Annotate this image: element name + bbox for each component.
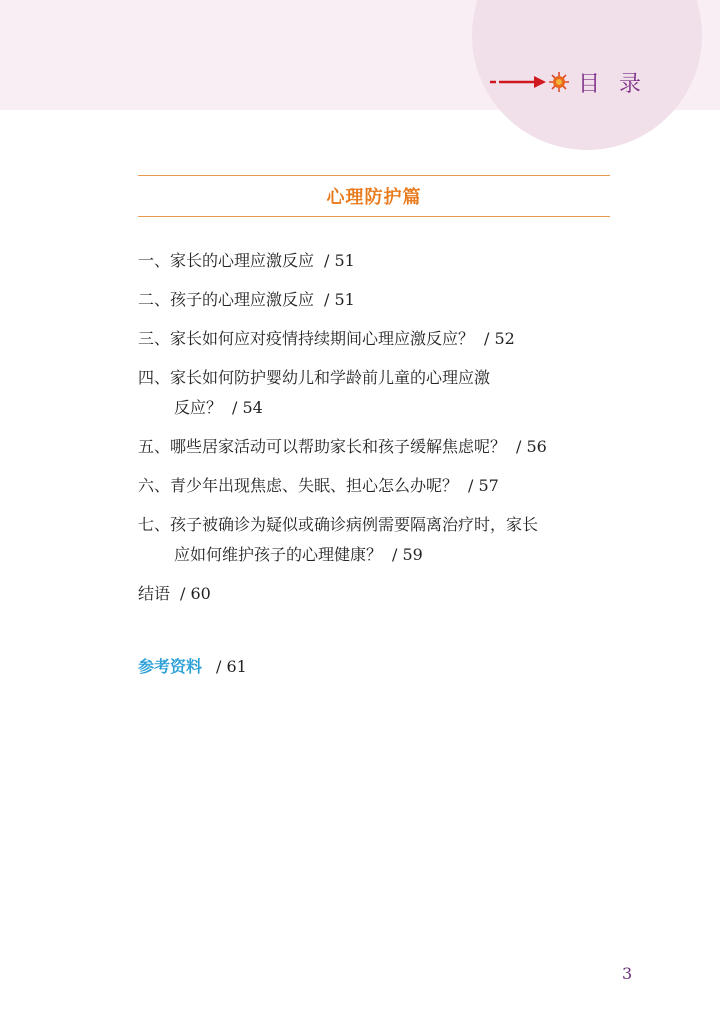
virus-icon — [548, 71, 570, 93]
toc-item[interactable] — [138, 471, 618, 501]
toc-item-text: 一、家长的心理应激反应 — [138, 251, 315, 270]
section-header — [138, 175, 610, 217]
toc-item-text: 七、孩子被确诊为疑似或确诊病例需要隔离治疗时，家长 — [138, 515, 539, 534]
toc-item[interactable] — [138, 285, 618, 315]
toc-item-text: 四、家长如何防护婴幼儿和学龄前儿童的心理应激 — [138, 368, 491, 387]
toc-item[interactable] — [138, 324, 618, 354]
page-number: 3 — [622, 964, 633, 983]
toc-item-text: 结语 — [138, 584, 171, 603]
table-of-contents — [138, 246, 618, 609]
toc-item-text: 五、哪些居家活动可以帮助家长和孩子缓解焦虑呢？ — [138, 437, 507, 456]
toc-item-page: / 57 — [468, 476, 499, 495]
arrow-icon — [488, 72, 548, 92]
toc-item-text: 二、孩子的心理应激反应 — [138, 290, 315, 309]
toc-item-page: / 56 — [516, 437, 547, 456]
toc-item[interactable] — [138, 246, 618, 276]
references-title: 参考资料 — [138, 657, 203, 676]
toc-item[interactable] — [138, 363, 618, 423]
toc-item-page: / 54 — [232, 398, 263, 417]
references-entry[interactable] — [138, 652, 247, 682]
toc-item[interactable] — [138, 579, 618, 609]
header-title: 目 录 — [578, 71, 647, 97]
toc-item-page: / 52 — [484, 329, 515, 348]
toc-item-page: / 51 — [324, 251, 355, 270]
toc-item-text-continued: 应如何维护孩子的心理健康？ — [174, 545, 383, 564]
toc-item-text: 六、青少年出现焦虑、失眠、担心怎么办呢？ — [138, 476, 459, 495]
references-page: / 61 — [216, 657, 247, 676]
header-mark — [488, 64, 647, 100]
section-title: 心理防护篇 — [326, 187, 422, 208]
toc-item[interactable] — [138, 510, 618, 570]
toc-item-text: 三、家长如何应对疫情持续期间心理应激反应？ — [138, 329, 475, 348]
toc-item-page: / 59 — [392, 545, 423, 564]
toc-item[interactable] — [138, 432, 618, 462]
toc-item-text-continued: 反应？ — [174, 398, 223, 417]
toc-item-page: / 60 — [180, 584, 211, 603]
toc-item-page: / 51 — [324, 290, 355, 309]
